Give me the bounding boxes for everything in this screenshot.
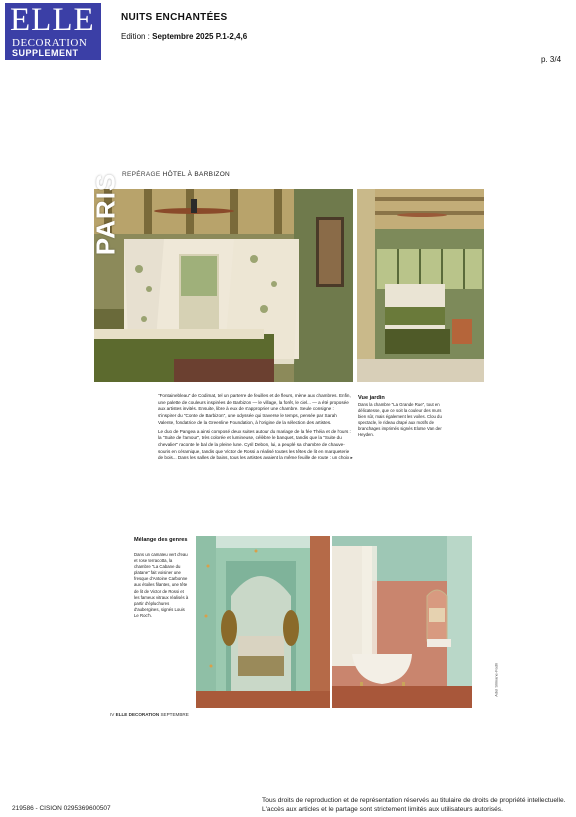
cabin-room-illustration xyxy=(196,536,330,708)
folio-magazine: ELLE DECORATION xyxy=(115,712,160,717)
edition-label: Edition : xyxy=(121,32,150,41)
bedroom-photo-main xyxy=(94,189,353,382)
logo-elle-text: ELLE xyxy=(10,2,95,38)
article-kicker xyxy=(122,171,230,178)
bedroom-main-illustration xyxy=(94,189,353,382)
photo-credit xyxy=(491,655,501,705)
elle-decoration-logo xyxy=(5,3,101,60)
page-number: p. 3/4 xyxy=(541,55,562,64)
section-vertical-title xyxy=(90,172,121,256)
kicker-category: REPÉRAGE xyxy=(122,171,161,178)
body-paragraph-1: "Fontainebleau" de Codimat, tel un parterre de feuilles et de fleurs, mène aux chambres. Enfin, une palette de couleurs inspirées de Barbizon — le village, la forêt, le ciel... — a été proposée aux artistes invités. Ensuite, libre à eux de s'approprier une chambre. Seule consigne : s'inspirer du "Conte de Barbizon", une odyssée qui traverse le temps, pensée par Sarah Valente, fondatrice de la Greenline Foundation, à l'origine de la sélection des artistes. xyxy=(158,393,351,425)
bathroom-photo xyxy=(332,536,472,708)
logo-supplement-text: SUPPLEMENT xyxy=(12,48,79,58)
bathroom-illustration xyxy=(332,536,472,708)
garden-view-illustration xyxy=(357,189,484,382)
article-body xyxy=(158,393,353,464)
caption-text-garden: Dans la chambre "La Grande Rue", tout en délicatesse, que ce soit la couleur des murs bien sûr, mais également les voiles. Clou du spectacle, le rideau drapé aux motifs de branchages imprimés signés Eloïse Van der Heyden. xyxy=(358,402,442,438)
photo-credit-text: Adel Slimane-Fadli xyxy=(493,663,499,697)
caption-title-mix: Mélange des genres xyxy=(134,537,188,543)
folio-number: IV xyxy=(110,712,115,717)
cision-reference: 219586 - CISION 0295369600507 xyxy=(12,805,111,812)
cabin-room-photo xyxy=(196,536,330,708)
kicker-subject: HÔTEL À BARBIZON xyxy=(162,171,231,178)
rights-notice xyxy=(262,796,567,814)
caption-text-mix: Dans un camaïeu vert d'eau et rose terracotta, la chambre "La Cabane du platane" fait voisiner une fresque d'Antoine Carbonne aux étoiles filantes, une tête de lit de Victor de Rossi et les fameux vitraux réalisés à partir d'épluchures d'aubergines, signés Louis Le Roc'h. xyxy=(134,552,189,618)
bedroom-photo-garden-view xyxy=(357,189,484,382)
rights-line-2: L'accès aux articles et le partage sont strictement limités aux utilisateurs autorisés. xyxy=(262,806,503,813)
body-paragraph-2: Le duo de Pangea a ainsi composé deux suites autour du mariage de la fée Théia et de l'ours : la "Suite de l'amour", très colorée et lumineuse, célèbre le banquet, tandis que la "Suite du chevalier" raconte le bal de la pleine lune. Cyril Debon, lui, a peuplé sa chambre de chauve-souris en céramique, tandis que Victor de Rossi a réalisé toutes les têtes de lit en marqueterie de bois... Dans les salles de bains, tous les artistes avaient la même feuille de route : un choix ▸ xyxy=(158,428,353,461)
publication-title: NUITS ENCHANTÉES xyxy=(121,12,228,23)
paris-label: PARIS xyxy=(90,172,121,256)
magazine-folio xyxy=(110,712,189,717)
edition-line xyxy=(121,32,247,41)
logo-decoration-text: DECORATION xyxy=(12,37,88,49)
caption-title-garden: Vue jardin xyxy=(358,395,385,401)
folio-month: SEPTEMBRE xyxy=(160,712,189,717)
rights-line-1: Tous droits de reproduction et de représentation réservés au titulaire de droits de propriété intellectuelle. xyxy=(262,797,566,804)
edition-value: Septembre 2025 P.1-2,4,6 xyxy=(152,32,248,41)
